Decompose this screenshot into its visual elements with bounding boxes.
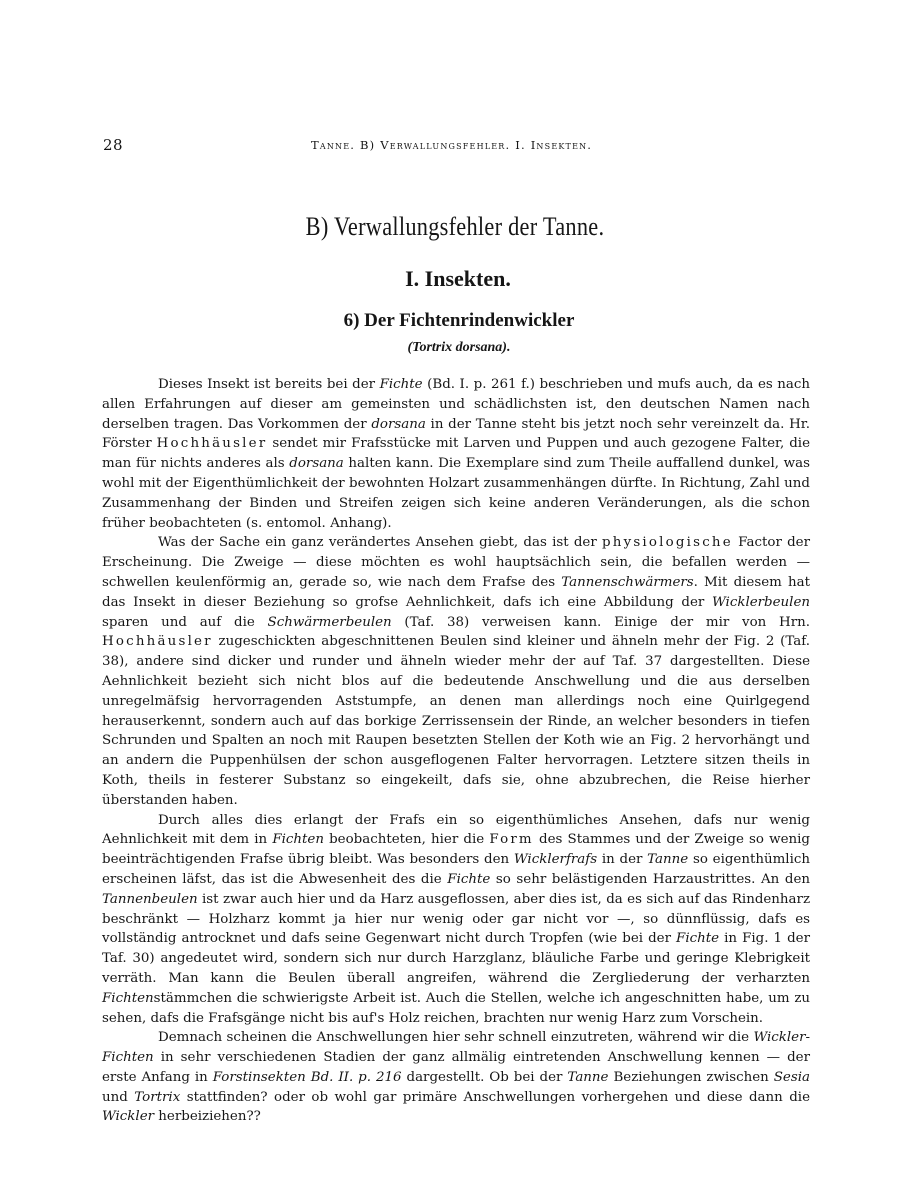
italic-term: dorsana <box>289 456 344 472</box>
italic-term: Wicklerbeulen <box>712 594 810 610</box>
text-run: beobachteten, hier die <box>323 832 490 848</box>
paragraph <box>102 1028 810 1127</box>
paragraph <box>102 811 810 1029</box>
text-run: herbeiziehen?? <box>154 1109 261 1125</box>
page-number: 28 <box>103 136 124 154</box>
text-run: stämmchen die schwierigste Arbeit ist. Auch die Stellen, welche ich angeschnitten habe, um zu sehen, dafs die Frafsgänge nicht bis auf's Holz reichen, brachten nur wenig Harz zum Vorschein. <box>102 990 810 1026</box>
italic-term: Fichten <box>102 990 154 1006</box>
paragraph <box>102 533 810 810</box>
text-run: stattfinden? oder ob wohl gar primäre Anschwellungen vorhergehen und diese dann die <box>180 1089 810 1105</box>
text-run: (Bd. I. p. 261 f.) beschrieben und mufs auch, da es nach allen Erfahrungen auf dieser am gemeinsten und schädlichsten ist, den deutschen Namen nach derselben tragen. Das Vorkommen der <box>102 377 810 432</box>
italic-term: Fichten <box>272 832 324 848</box>
text-run: dargestellt. Ob bei der <box>401 1069 568 1085</box>
italic-term: Tanne <box>647 852 689 868</box>
body-text <box>102 375 810 1127</box>
text-run: halten kann. Die Exemplare sind zum Theile auffallend dunkel, was wohl mit der Eigenthümlichkeit der bewohnten Holzart zusammenhängen dürfte. In Richtung, Zahl und Zusammenhang der Binden und Streifen zeigen sich keine anderen Veränderungen, als die schon früher beobachteten (s. entomol. Anhang). <box>102 456 810 531</box>
text-run: in der <box>597 852 648 868</box>
spaced-term: physiologische <box>601 535 733 551</box>
italic-term: Schwärmerbeulen <box>267 614 392 630</box>
subsection-heading: 6) Der Fichtenrindenwickler <box>343 310 575 331</box>
running-head <box>103 136 615 156</box>
spaced-term: Form <box>489 832 534 848</box>
species-name: (Tortrix dorsana). <box>407 340 511 355</box>
text-run: Demnach scheinen die Anschwellungen hier sehr schnell einzutreten, während wir die <box>158 1030 754 1046</box>
text-run: Durch alles dies erlangt der Frafs ein so eigenthümliches Ansehen, dafs nur wenig Aehnlichkeit mit dem in <box>102 812 810 848</box>
spaced-term: Hochhäusler <box>156 436 268 452</box>
text-run: Beziehungen zwischen <box>608 1069 774 1085</box>
text-run: . Mit diesem hat das Insekt in dieser Beziehung so grofse Aehnlichkeit, dafs ich eine Abbildung der <box>102 574 810 610</box>
text-run: Dieses Insekt ist bereits bei der <box>158 377 380 392</box>
italic-term: Tannenbeulen <box>102 891 198 907</box>
text-run: sparen und auf die <box>102 614 268 630</box>
italic-term: Fichte <box>379 377 423 392</box>
text-run: und <box>102 1089 135 1105</box>
spaced-term: Hochhäusler <box>102 634 213 650</box>
section-heading: B) Verwallungsfehler der Tanne. <box>305 212 605 241</box>
running-title: Tanne. B) Verwallungsfehler. I. Insekten. <box>311 138 593 152</box>
paragraph <box>102 375 810 533</box>
chapter-heading: I. Insekten. <box>405 266 511 291</box>
italic-term: Wickler <box>102 1109 155 1125</box>
text-run: so sehr belästigenden Harzaustrittes. An den <box>490 871 810 887</box>
text-run: in sehr verschiedenen Stadien der ganz allmälig eintretenden Anschwellung kennen — der erste Anfang in <box>102 1050 810 1085</box>
text-run: in Fig. 1 der Taf. 30) angedeutet wird, sondern sich nur durch Harzglanz, bläuliche Farbe und geringe Klebrigkeit verräth. Man kann die Beulen überall angreifen, während die Zergliederung der verharzten <box>102 931 810 986</box>
text-run: Was der Sache ein ganz verändertes Ansehen giebt, das ist der <box>158 535 602 551</box>
italic-term: Sesia <box>773 1069 810 1085</box>
italic-term: Tortrix <box>134 1089 181 1105</box>
text-run: sendet mir Frafsstücke mit Larven und Puppen und auch gezogene Falter, die man für nichts anderes als <box>102 436 811 472</box>
text-run: zugeschickten abgeschnittenen Beulen sind kleiner und ähneln mehr der Fig. 2 (Taf. 38), andere sind dicker und runder und ähneln wieder mehr der auf Taf. 37 dargestellten. Diese Aehnlichkeit bezieht sich nicht blos auf die bedeutende Anschwellung und die aus derselben unregelmäfsig hervorragenden Aststumpfe, an denen man allerdings noch eine Quirlgegend herauserkennt, sondern auch auf das borkige Zerrissensein der Rinde, an welcher besonders in tiefen Schrunden und Spalten an noch mit Raupen besetzten Stellen der Koth wie an Fig. 2 hervorhängt und an andern die Puppenhülsen der schon ausgeflogenen Falter hervorragen. Letztere sitzen theils in Koth, theils in festerer Substanz so eingekeilt, dafs sie, ohne abzubrechen, die Reise hierher überstanden haben. <box>102 634 810 808</box>
text-run: Factor der Erscheinung. Die Zweige — diese möchten es wohl hauptsächlich sein, die befallen werden — schwellen keulenförmig an, gerade so, wie nach dem Frafse des <box>102 535 810 590</box>
italic-term: Forstinsekten Bd. II. p. 216 <box>212 1069 402 1085</box>
italic-term: dorsana <box>371 416 426 432</box>
text-run: ist zwar auch hier und da Harz ausgeflossen, aber dies ist, da es sich auf das Rindenharz beschränkt — Holzharz kommt ja hier nur wenig oder gar nicht vor —, so dünnflüssig, dafs es vollständig antrocknet und dafs seine Gegenwart nicht durch Tropfen (wie bei der <box>102 891 810 947</box>
text-run: in der Tanne steht bis jetzt noch sehr vereinzelt da. Hr. Förster <box>102 416 810 452</box>
text-run: so eigenthümlich erscheinen läfst, das ist die Abwesenheit des die <box>102 852 810 887</box>
italic-term: Tanne <box>567 1069 609 1085</box>
text-run: (Taf. 38) verweisen kann. Einige der mir von Hrn. <box>391 614 810 630</box>
italic-term: Wickler-Fichten <box>102 1030 810 1066</box>
italic-term: Wicklerfrafs <box>513 852 598 868</box>
italic-term: Fichte <box>676 931 720 947</box>
italic-term: Tannenschwärmers <box>561 574 694 590</box>
italic-term: Fichte <box>447 871 491 887</box>
text-run: des Stammes und der Zweige so wenig beeinträchtigenden Frafse übrig bleibt. Was besonders den <box>102 832 810 868</box>
